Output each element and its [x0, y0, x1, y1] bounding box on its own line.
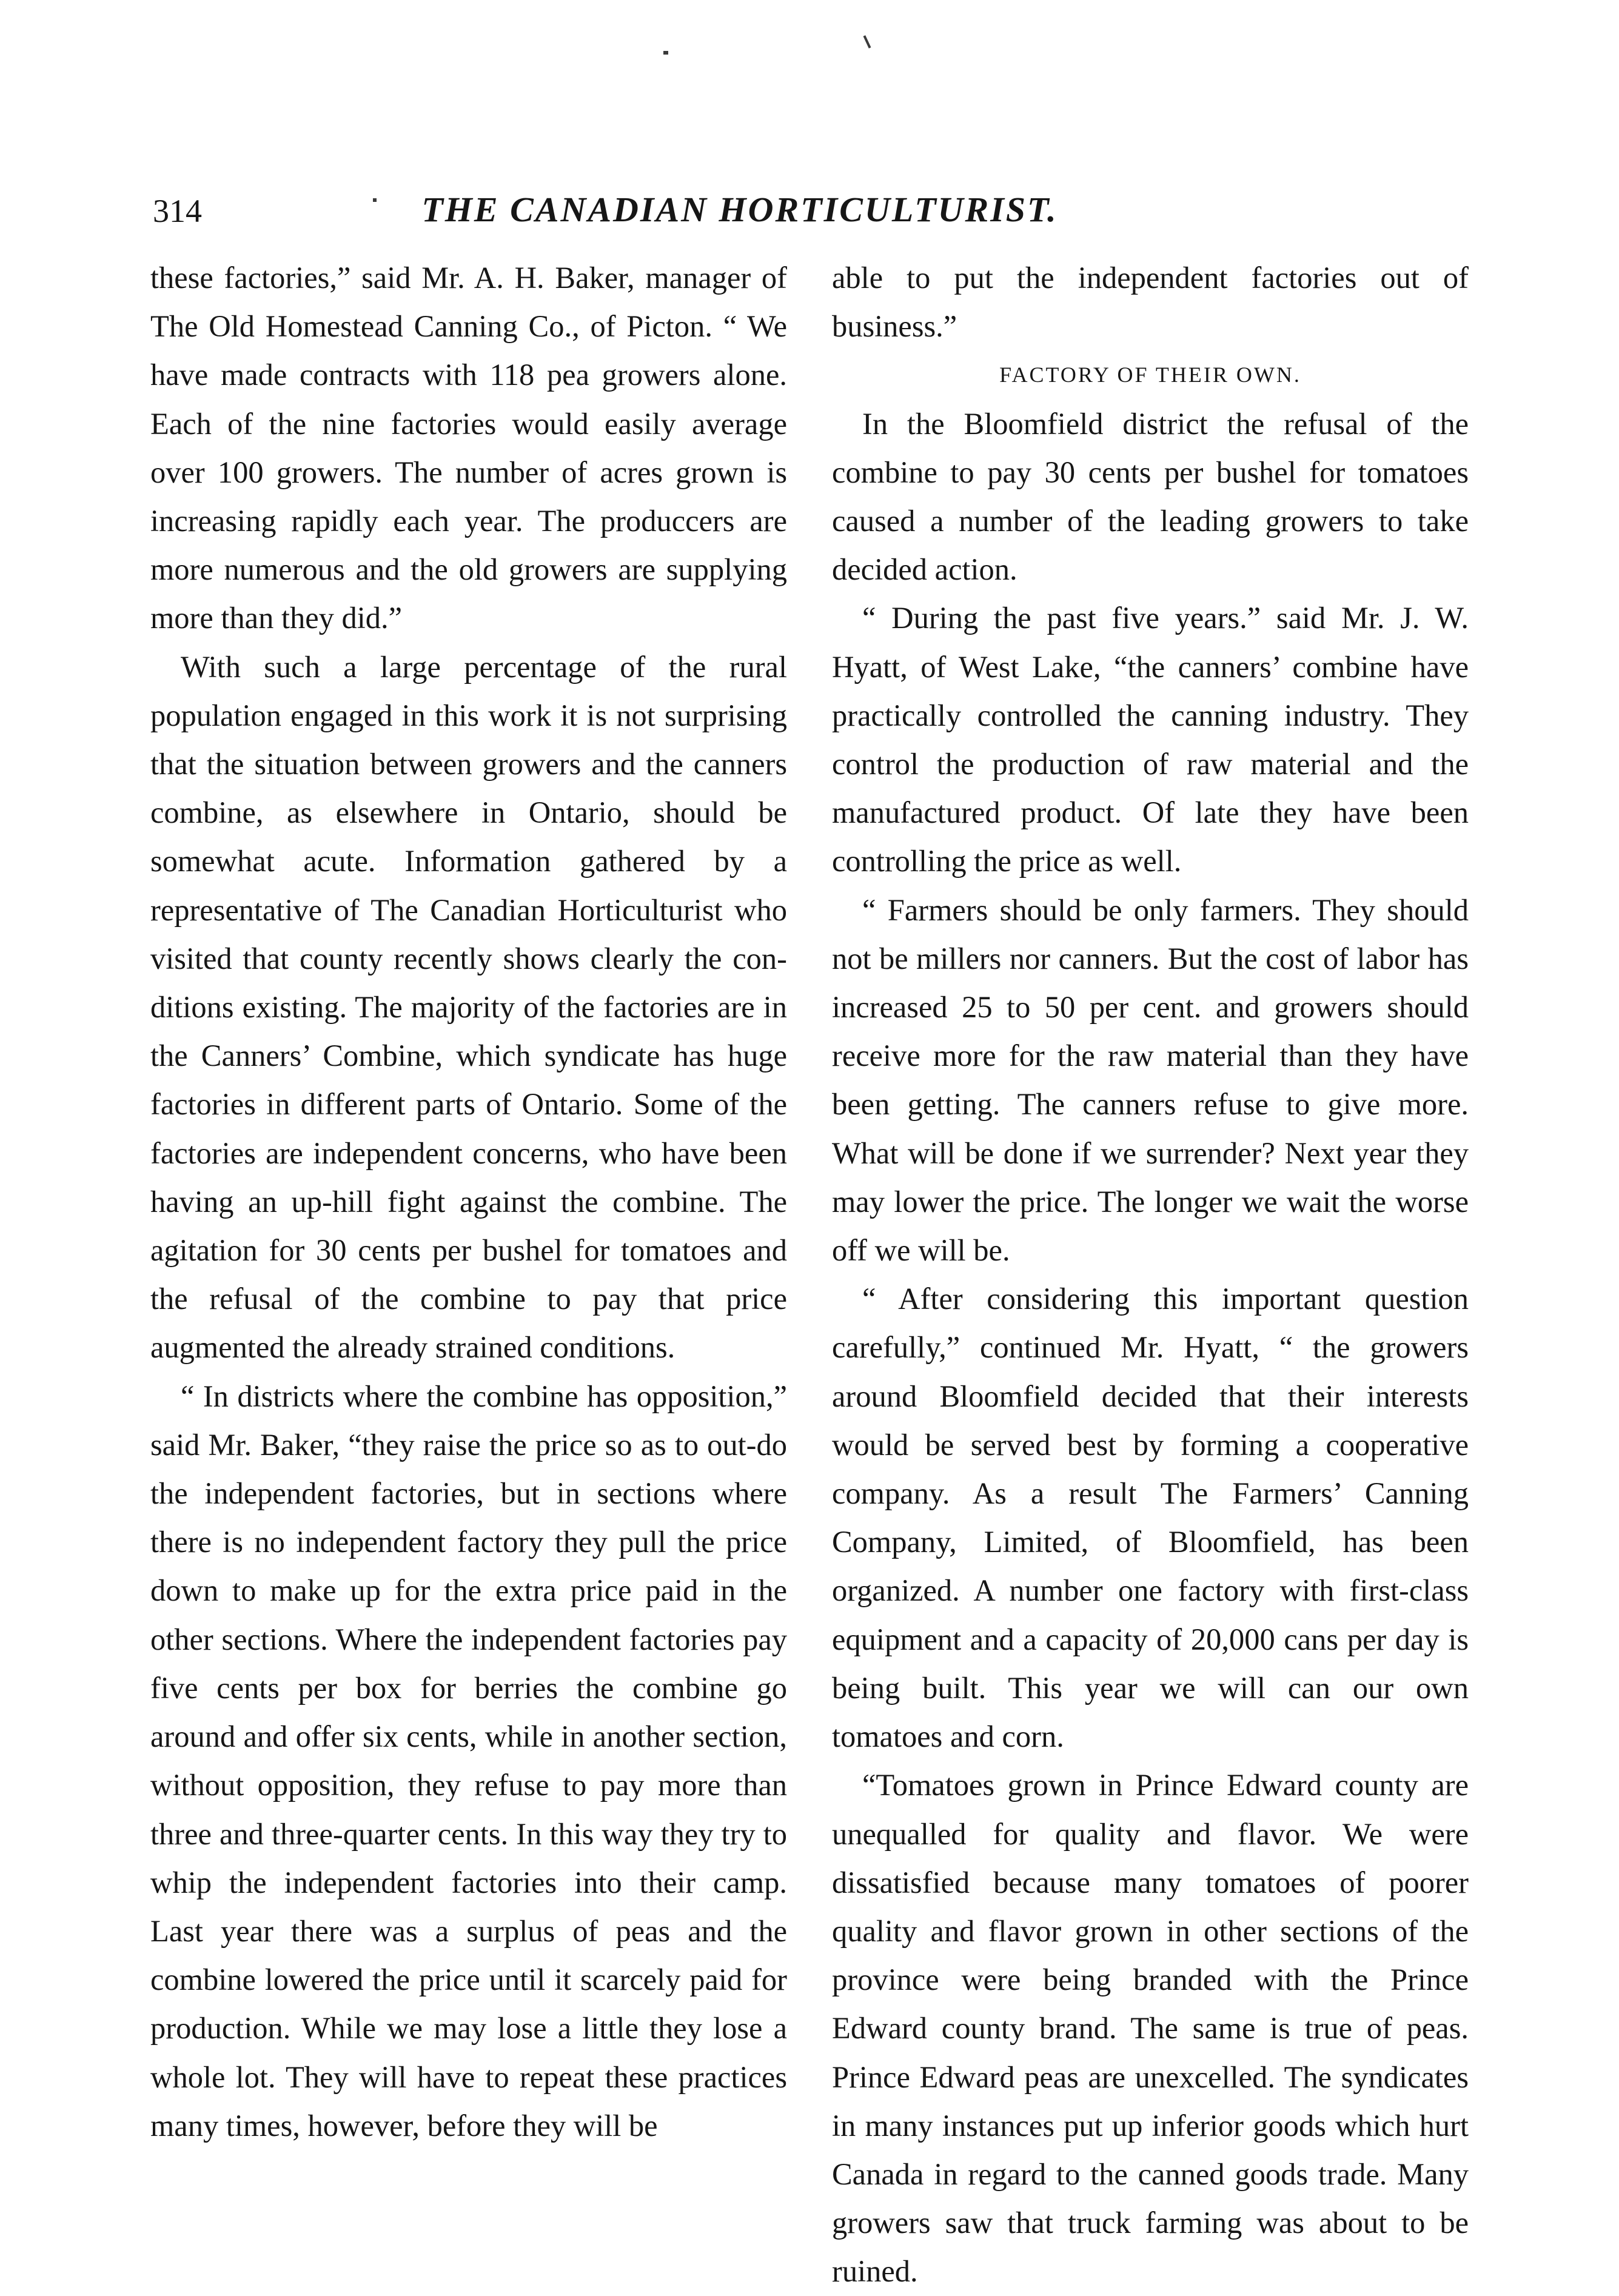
running-title: THE CANADIAN HORTICULTURIST. — [421, 190, 1058, 229]
paragraph: “Tomatoes grown in Prince Edward county are unequalled for quality and flavor. We were dissatisfied because many tomatoes of poorer quality and flavor grown in other sections of the province were being branded with the Prince Edward county brand. The same is true of peas. Prince Edward peas are unexcelled. The syndicates in many instances put up inferior goods which hurt Canada in regard to the canned goods trade. Many growers saw that truck farming was about to be ruined. — [832, 1768, 1469, 2289]
paragraph: With such a large percentage of the rural population engaged in this work it is not surprising that the situation between growers and the canners combine, as elsewhere in Ontario, should be somewhat acute. Information gathered by a representative of The Canadian Horticulturist who visited that county recently shows clearly the conditions existing. The majority of the factories are in the Canners’ Combine, which syndicate has huge factories in different parts of Ontario. Some of the factories are independent concerns, who have been having an up-hill fight against the combine. The agitation for 30 cents per bushel for tomatoes and the refusal of the combine to pay that price augmented the already strained conditions. — [150, 649, 787, 1365]
paragraph: “ After considering this important question carefully,” continued Mr. Hyatt, “ the growers around Bloomfield decided that their interests would be served best by forming a cooperative company. As a result The Farmers’ Canning Company, Limited, of Bloomfield, has been organized. A number one factory with first-class equipment and a capacity of 20,000 cans per day is being built. This year we will can our own tomatoes and corn. — [832, 1282, 1469, 1754]
section-heading: FACTORY OF THEIR OWN. — [999, 363, 1301, 387]
scan-mark-dot — [663, 51, 668, 55]
paragraph: “ Farmers should be only farmers. They should not be millers nor canners. But the cost of labor has increased 25 to 50 per cent. and growers should receive more for the raw material than they have been getting. The canners refuse to give more. What will be done if we surrender? Next year they may lower the price. The longer we wait the worse off we will be. — [832, 892, 1469, 1268]
right-column — [832, 253, 1469, 2296]
paragraph: these factories,” said Mr. A. H. Baker, manager of The Old Homestead Canning Co., of Picton. “ We have made contracts with 118 pea growers alone. Each of the nine factories would easily average over 100 growers. The number of acres grown is increasing rapidly each year. The produccers are more numerous and the old growers are supplying more than they did.” — [150, 261, 787, 635]
left-column — [150, 253, 787, 2150]
scan-mark-tick — [863, 35, 871, 49]
page-number: 314 — [153, 193, 202, 229]
paragraph: “ In districts where the combine has opposition,” said Mr. Baker, “they raise the price so as to out-do the independent factories, but in sections where there is no independent factory they pull the price down to make up for the extra price paid in the other sections. Where the independent factories pay five cents per box for berries the combine go around and offer six cents, while in another section, without opposition, they refuse to pay more than three and three-quarter cents. In this way they try to whip the independent factories into their camp. Last year there was a surplus of peas and the combine lowered the price until it scarcely paid for production. While we may lose a little they lose a whole lot. They will have to repeat these practices many times, however, before they will be — [150, 1379, 787, 2143]
lead-paragraph: able to put the independent factories out of business.” — [832, 261, 1469, 344]
paragraph: “ During the past five years.” said Mr. J. W. Hyatt, of West Lake, “the canners’ combine have practically controlled the canning industry. They control the production of raw material and the manufactured product. Of late they have been controlling the price as well. — [832, 601, 1469, 879]
paragraph: In the Bloomfield district the refusal of the combine to pay 30 cents per bushel for tomatoes caused a number of the leading growers to take decided action. — [832, 406, 1469, 587]
